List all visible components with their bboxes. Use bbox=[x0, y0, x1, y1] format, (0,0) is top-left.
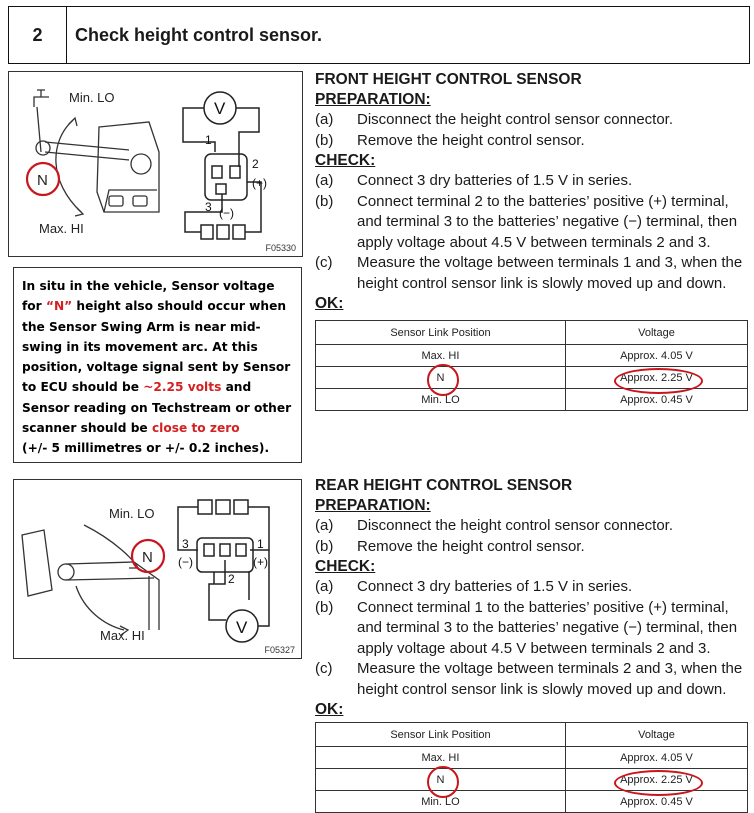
rear-prep-list bbox=[315, 516, 750, 557]
front-procedure bbox=[315, 70, 750, 314]
rear-min-lo-label: Min. LO bbox=[109, 506, 155, 521]
rear-ok-heading: OK: bbox=[315, 701, 344, 718]
front-terminal-2: 2 bbox=[252, 157, 259, 171]
note-text-1: In situ in the vehicle, Sensor voltage for bbox=[22, 279, 275, 314]
rear-terminal-3: 3 bbox=[182, 537, 189, 551]
front-minus-label: (−) bbox=[219, 206, 234, 220]
list-item: (a) Disconnect the height control sensor connector. bbox=[315, 111, 674, 128]
table-header: Sensor Link Position bbox=[316, 723, 566, 747]
front-terminal-1: 1 bbox=[205, 133, 212, 147]
rear-figure-code: F05327 bbox=[264, 645, 295, 655]
rear-check-list bbox=[315, 577, 750, 700]
list-item: (a) Connect 3 dry batteries of 1.5 V in series. bbox=[315, 172, 633, 189]
rear-prep-heading: PREPARATION: bbox=[315, 497, 431, 514]
front-n-cell: N bbox=[436, 371, 445, 384]
list-item: (a) Connect 3 dry batteries of 1.5 V in series. bbox=[315, 578, 633, 595]
rear-n-voltage-cell: Approx. 2.25 V bbox=[620, 773, 693, 786]
list-item: (b) Remove the height control sensor. bbox=[315, 131, 585, 149]
front-check-list bbox=[315, 171, 750, 294]
front-title: FRONT HEIGHT CONTROL SENSOR bbox=[315, 71, 582, 88]
table-header: Voltage bbox=[565, 321, 747, 345]
table-row: Max. HI Approx. 4.05 V bbox=[316, 747, 748, 769]
table-row: Min. LO Approx. 0.45 V bbox=[316, 791, 748, 813]
rear-n-label: N bbox=[142, 549, 153, 566]
note-text-4: (+/- 5 millimetres or +/- 0.2 inches). bbox=[22, 441, 270, 456]
list-item: (c) Measure the voltage between terminals 2 and 3, when the height control sensor link is slowly moved up and down. bbox=[315, 660, 743, 698]
note-n-height: “N” bbox=[45, 299, 73, 314]
table-row: Max. HI Approx. 4.05 V bbox=[316, 345, 748, 367]
front-ok-table bbox=[315, 320, 748, 411]
front-min-lo-label: Min. LO bbox=[69, 90, 115, 105]
note-zero: close to zero bbox=[151, 421, 240, 436]
step-title: Check height control sensor. bbox=[75, 24, 323, 45]
rear-ok-table bbox=[315, 722, 748, 813]
front-plus-label: (+) bbox=[252, 176, 267, 190]
rear-procedure bbox=[315, 476, 750, 720]
front-n-label: N bbox=[37, 172, 48, 189]
table-header: Sensor Link Position bbox=[316, 321, 566, 345]
rear-voltmeter-label: V bbox=[236, 618, 248, 637]
front-sensor-figure bbox=[8, 71, 303, 257]
front-check-heading: CHECK: bbox=[315, 152, 376, 169]
list-item: (b) Connect terminal 2 to the batteries’ positive (+) terminal, and terminal 3 to the batteries’ negative (−) terminal, then apply voltage about 4.5 V between terminals 2 and 3. bbox=[315, 192, 738, 251]
table-header: Voltage bbox=[565, 723, 747, 747]
note-text-2: height also should occur when the Sensor Swing Arm is near mid-swing in its movement arc. At this position, voltage signal sent by Sensor to ECU should be bbox=[22, 299, 291, 395]
step-number: 2 bbox=[9, 7, 67, 63]
table-row: Min. LO Approx. 0.45 V bbox=[316, 389, 748, 411]
table-row bbox=[316, 367, 748, 389]
rear-plus-label: (+) bbox=[253, 555, 268, 569]
note-volts: ~2.25 volts bbox=[143, 380, 222, 395]
list-item: (c) Measure the voltage between terminals 1 and 3, when the height control sensor link is slowly moved up and down. bbox=[315, 254, 743, 292]
list-item: (b) Connect terminal 1 to the batteries’ positive (+) terminal, and terminal 3 to the batteries’ negative (−) terminal, then apply voltage about 4.5 V between terminals 2 and 3. bbox=[315, 598, 738, 657]
rear-minus-label: (−) bbox=[178, 555, 193, 569]
list-item: (b) Remove the height control sensor. bbox=[315, 537, 585, 555]
front-n-voltage-cell: Approx. 2.25 V bbox=[620, 371, 693, 384]
rear-terminal-2: 2 bbox=[228, 572, 235, 586]
front-max-hi-label: Max. HI bbox=[39, 221, 84, 236]
table-row bbox=[316, 769, 748, 791]
front-terminal-3: 3 bbox=[205, 200, 212, 214]
front-prep-heading: PREPARATION: bbox=[315, 91, 431, 108]
front-voltmeter-label: V bbox=[214, 99, 226, 118]
rear-sensor-figure bbox=[13, 479, 302, 659]
rear-max-hi-label: Max. HI bbox=[100, 628, 145, 643]
front-ok-heading: OK: bbox=[315, 295, 344, 312]
front-figure-code: F05330 bbox=[265, 243, 296, 253]
insitu-note bbox=[13, 267, 302, 463]
rear-terminal-1: 1 bbox=[257, 537, 264, 551]
note-text-3: and Sensor reading on Techstream or other scanner should be bbox=[22, 380, 292, 436]
rear-title: REAR HEIGHT CONTROL SENSOR bbox=[315, 477, 573, 494]
rear-n-cell: N bbox=[436, 773, 445, 786]
rear-check-heading: CHECK: bbox=[315, 558, 376, 575]
list-item: (a) Disconnect the height control sensor connector. bbox=[315, 517, 674, 534]
front-prep-list bbox=[315, 110, 750, 151]
step-header bbox=[8, 6, 750, 64]
